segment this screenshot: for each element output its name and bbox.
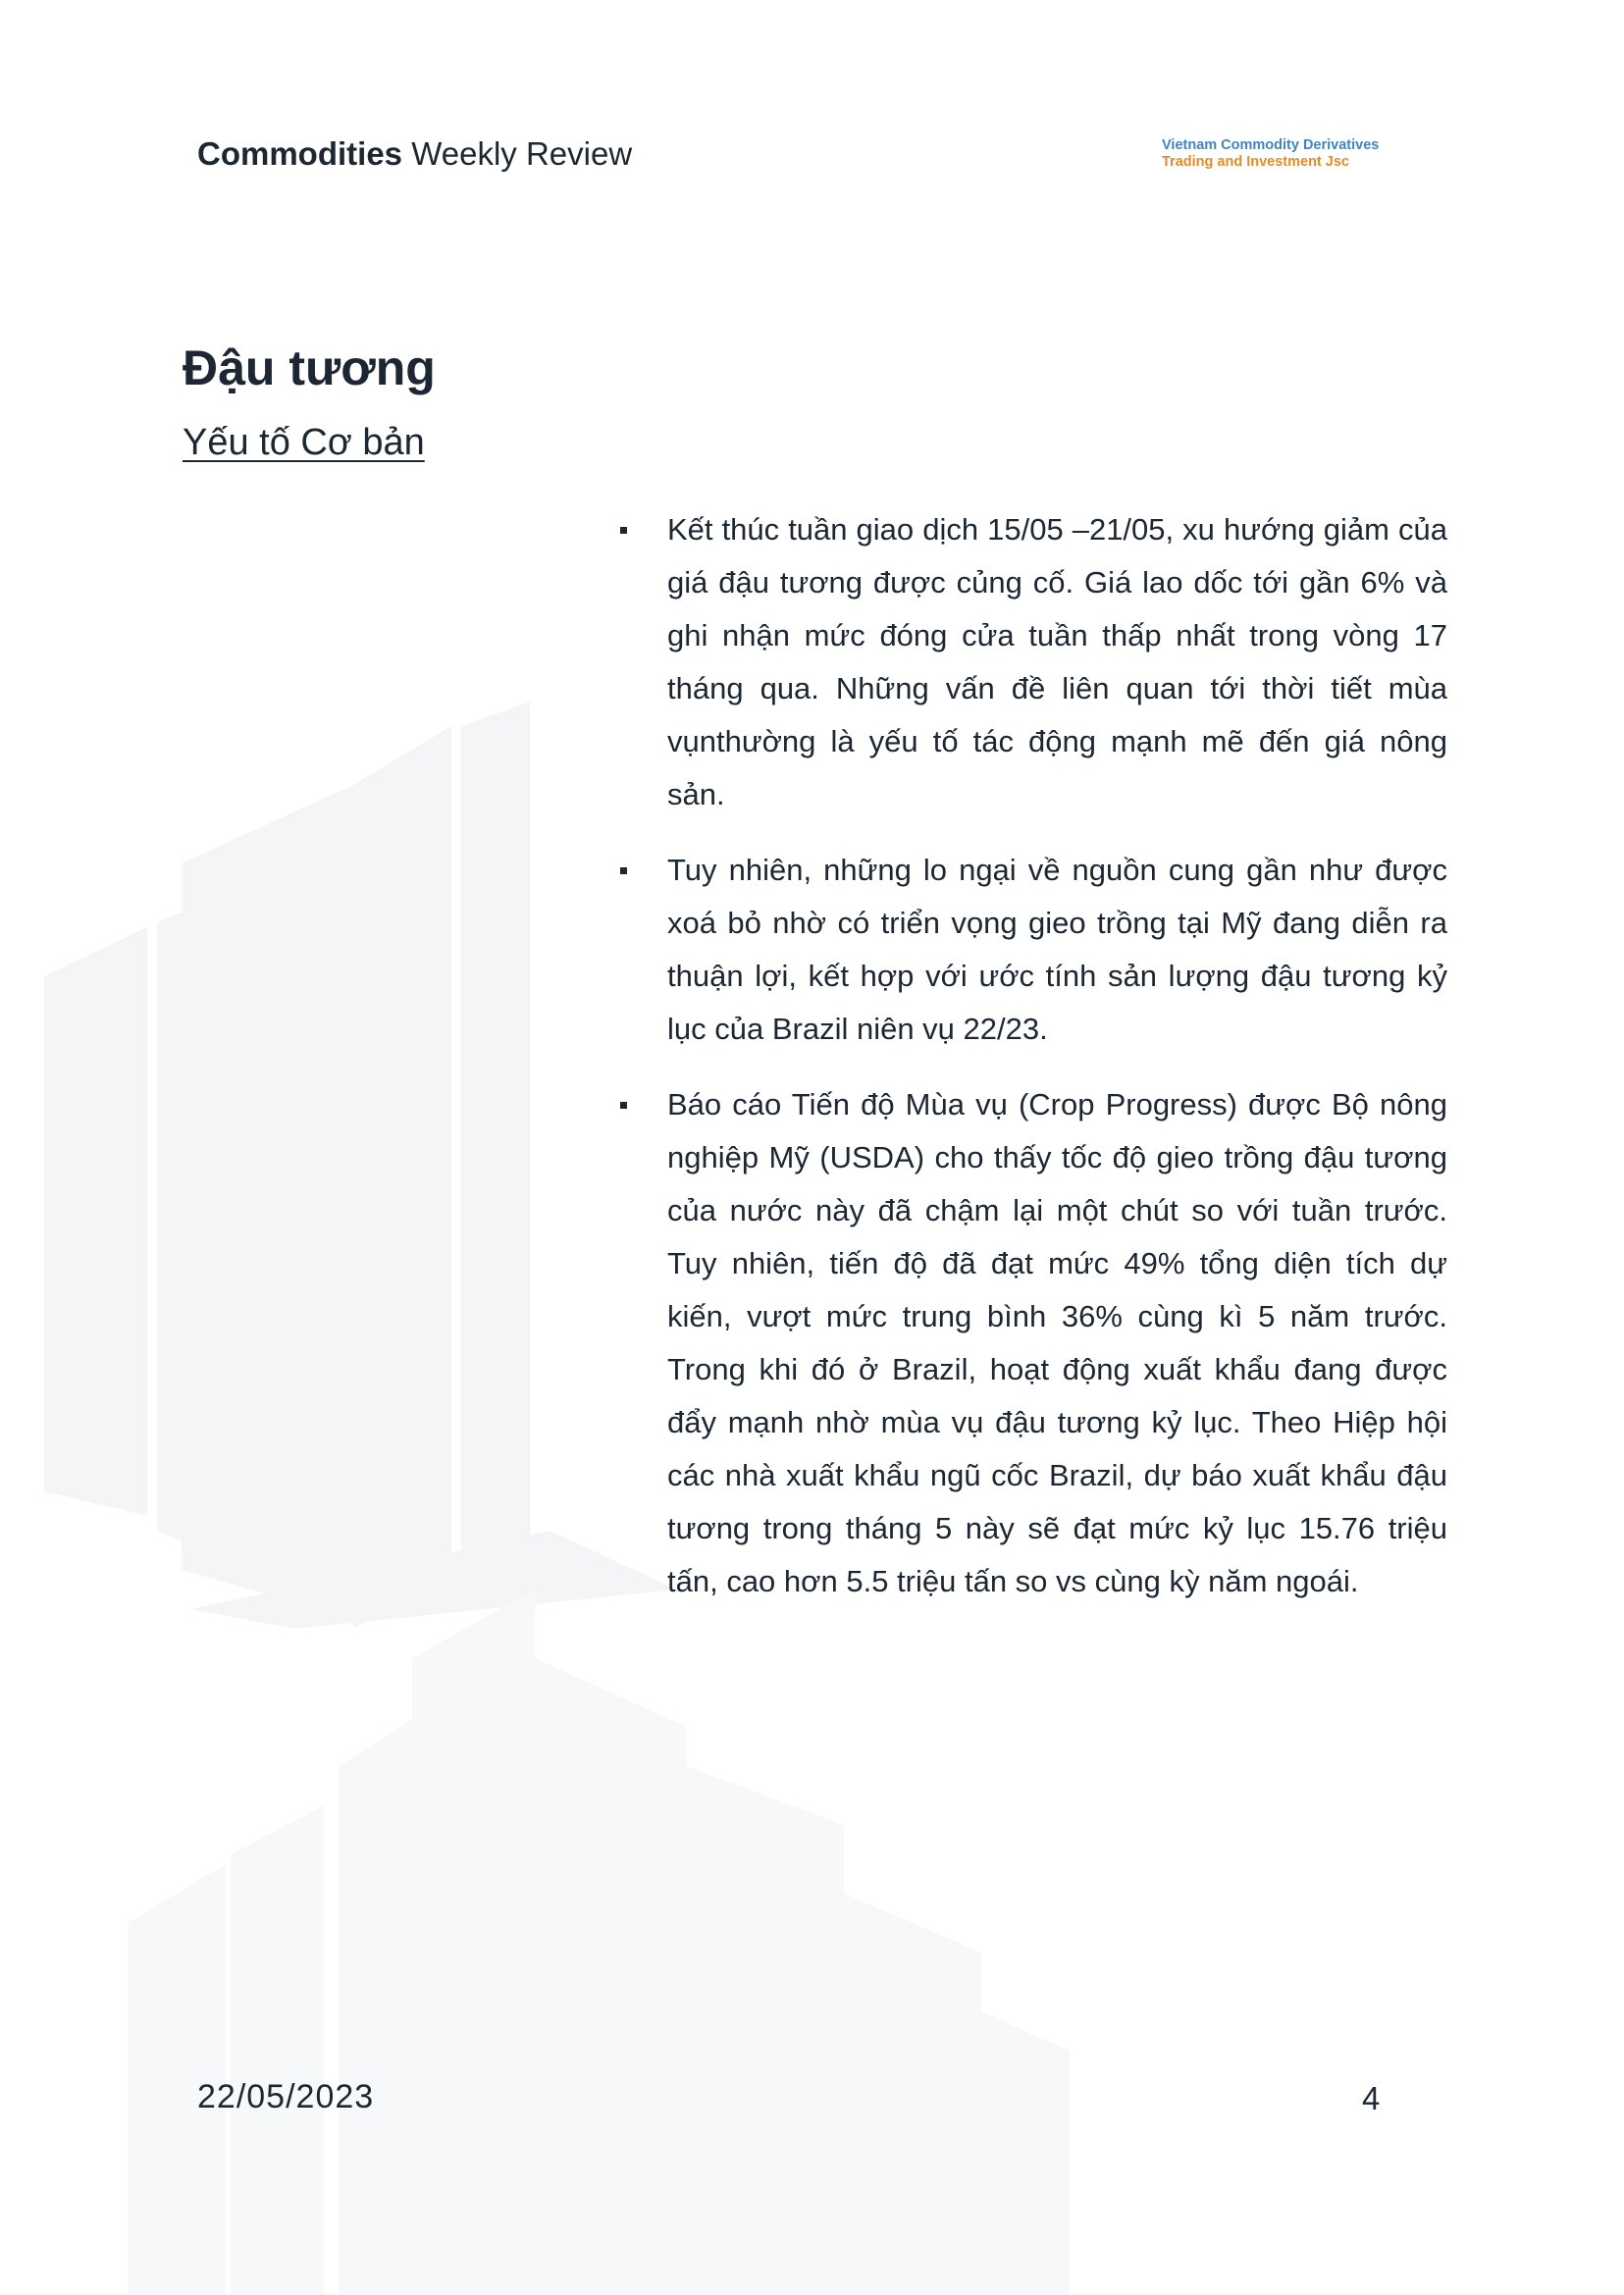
company-logo — [1162, 137, 1379, 171]
bullet-item — [618, 844, 1447, 1056]
bullet-marker-icon — [620, 527, 627, 534]
bullet-list — [618, 503, 1447, 1631]
subsection-title: Yếu tố Cơ bản — [183, 422, 425, 463]
bullet-text: Tuy nhiên, những lo ngại về nguồn cung gần như được xoá bỏ nhờ có triển vọng gieo trồng tại Mỹ đang diễn ra thuận lợi, kết hợp với ước tính sản lượng đậu tương kỷ lục của Brazil niên vụ 22/23. — [667, 853, 1447, 1046]
header-title-bold: Commodities — [197, 135, 403, 172]
bullet-marker-icon — [620, 1102, 627, 1109]
bullet-marker-icon — [620, 867, 627, 874]
report-header-title — [197, 135, 632, 173]
page-number: 4 — [1362, 2080, 1381, 2116]
bullet-text: Kết thúc tuần giao dịch 15/05 –21/05, xu hướng giảm của giá đậu tương được củng cố. Giá lao dốc tới gần 6% và ghi nhận mức đóng cửa tuần thấp nhất trong vòng 17 tháng qua. Những vấn đề liên quan tới thời tiết mùa vụnthường là yếu tố tác động mạnh mẽ đến giá nông sản. — [667, 512, 1447, 811]
logo-line-2: Trading and Investment Jsc — [1162, 154, 1349, 170]
section-title: Đậu tương — [183, 340, 436, 395]
bullet-text: Báo cáo Tiến độ Mùa vụ (Crop Progress) được Bộ nông nghiệp Mỹ (USDA) cho thấy tốc độ gieo trồng đậu tương của nước này đã chậm lại một chút so với tuần trước. Tuy nhiên, tiến độ đã đạt mức 49% tổng diện tích dự kiến, vượt mức trung bình 36% cùng kì 5 năm trước. Trong khi đó ở Brazil, hoạt động xuất khẩu đang được đẩy mạnh nhờ mùa vụ đậu tương kỷ lục. Theo Hiệp hội các nhà xuất khẩu ngũ cốc Brazil, dự báo xuất khẩu đậu tương trong tháng 5 này sẽ đạt mức kỷ lục 15.76 triệu tấn, cao hơn 5.5 triệu tấn so vs cùng kỳ năm ngoái. — [667, 1087, 1447, 1598]
footer-date: 22/05/2023 — [197, 2078, 375, 2115]
header-title-rest: Weekly Review — [402, 135, 633, 172]
logo-line-1: Vietnam Commodity Derivatives — [1162, 137, 1380, 153]
bullet-item — [618, 503, 1447, 821]
bullet-item — [618, 1078, 1447, 1608]
